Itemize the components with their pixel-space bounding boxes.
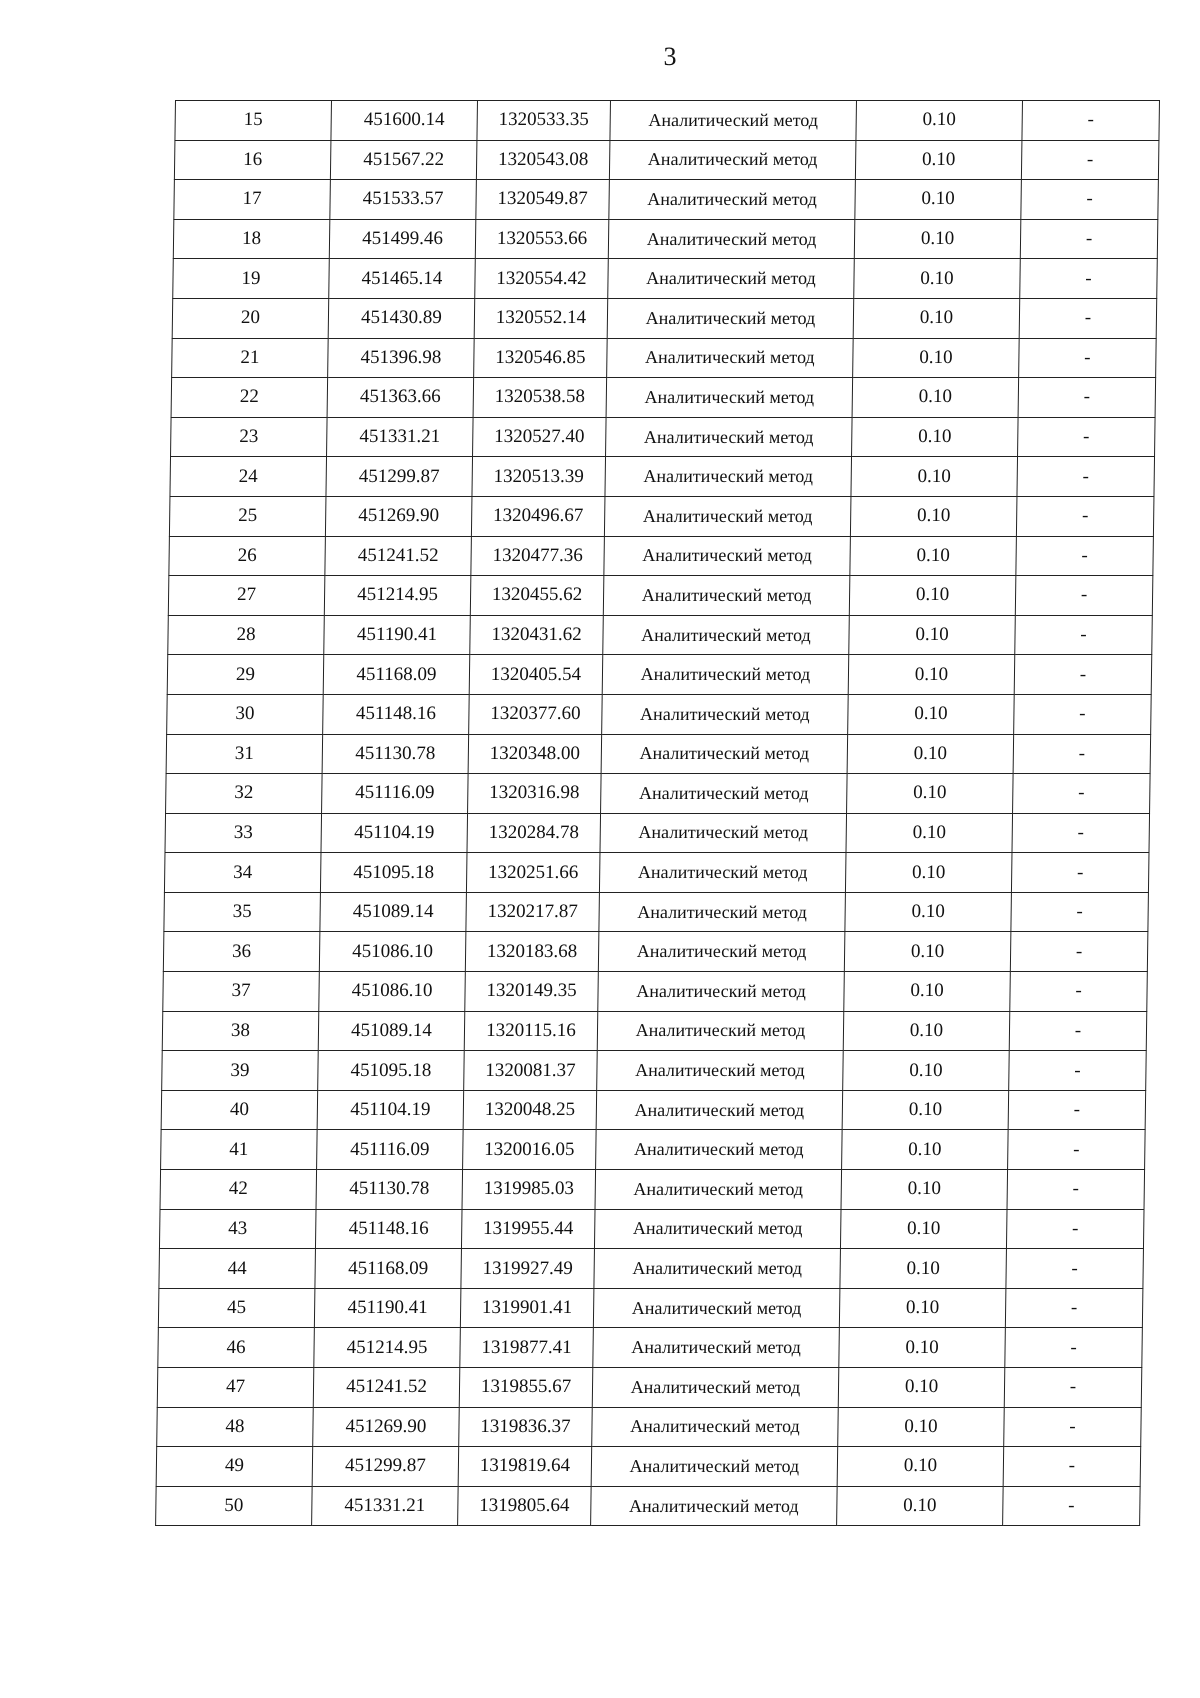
point-number-cell: 44 (159, 1249, 316, 1289)
note-cell: - (1020, 259, 1158, 299)
point-number-cell: 31 (166, 734, 323, 774)
note-cell: - (1018, 417, 1156, 457)
y-coordinate-cell: 1320553.66 (475, 219, 609, 259)
method-cell: Аналитический метод (602, 655, 849, 695)
y-coordinate-cell: 1320496.67 (471, 496, 605, 536)
note-cell: - (1008, 1130, 1146, 1170)
note-cell: - (1009, 1051, 1147, 1091)
x-coordinate-cell: 451116.09 (317, 1130, 464, 1170)
method-cell: Аналитический метод (604, 536, 851, 576)
accuracy-cell: 0.10 (852, 417, 1019, 457)
point-number-cell: 37 (163, 972, 320, 1012)
point-number-cell: 34 (164, 853, 321, 893)
method-cell: Аналитический метод (601, 734, 848, 774)
method-cell: Аналитический метод (599, 853, 846, 893)
y-coordinate-cell: 1319819.64 (458, 1447, 592, 1487)
accuracy-cell: 0.10 (837, 1486, 1004, 1526)
point-number-cell: 27 (168, 576, 325, 616)
point-number-cell: 47 (157, 1368, 314, 1408)
method-cell: Аналитический метод (607, 298, 854, 338)
table-row (175, 101, 1160, 141)
method-cell: Аналитический метод (597, 1011, 844, 1051)
table-row (161, 1130, 1146, 1170)
method-cell: Аналитический метод (594, 1209, 841, 1249)
method-cell: Аналитический метод (603, 576, 850, 616)
y-coordinate-cell: 1319985.03 (462, 1170, 596, 1210)
point-number-cell: 45 (158, 1288, 315, 1328)
note-cell: - (1005, 1328, 1143, 1368)
x-coordinate-cell: 451095.18 (320, 853, 467, 893)
method-cell: Аналитический метод (598, 972, 845, 1012)
x-coordinate-cell: 451086.10 (319, 932, 466, 972)
table-row (174, 140, 1159, 180)
note-cell: - (1011, 853, 1149, 893)
x-coordinate-cell: 451396.98 (328, 338, 475, 378)
method-cell: Аналитический метод (594, 1249, 841, 1289)
x-coordinate-cell: 451430.89 (328, 298, 475, 338)
point-number-cell: 46 (158, 1328, 315, 1368)
x-coordinate-cell: 451269.90 (313, 1407, 460, 1447)
table-row (162, 1051, 1147, 1091)
table-row (166, 734, 1151, 774)
point-number-cell: 21 (172, 338, 329, 378)
point-number-cell: 36 (163, 932, 320, 972)
accuracy-cell: 0.10 (844, 932, 1011, 972)
y-coordinate-cell: 1320455.62 (470, 576, 604, 616)
note-cell: - (1004, 1407, 1142, 1447)
x-coordinate-cell: 451533.57 (330, 180, 477, 220)
accuracy-cell: 0.10 (851, 457, 1018, 497)
table-row (173, 219, 1158, 259)
accuracy-cell: 0.10 (854, 259, 1021, 299)
table-row (170, 457, 1155, 497)
x-coordinate-cell: 451241.52 (325, 536, 472, 576)
y-coordinate-cell: 1320284.78 (467, 813, 601, 853)
point-number-cell: 43 (159, 1209, 316, 1249)
point-number-cell: 29 (167, 655, 324, 695)
x-coordinate-cell: 451299.87 (326, 457, 473, 497)
note-cell: - (1007, 1170, 1145, 1210)
accuracy-cell: 0.10 (845, 853, 1012, 893)
accuracy-cell: 0.10 (850, 496, 1017, 536)
accuracy-cell: 0.10 (844, 972, 1011, 1012)
method-cell: Аналитический метод (593, 1328, 840, 1368)
method-cell: Аналитический метод (597, 1051, 844, 1091)
accuracy-cell: 0.10 (853, 338, 1020, 378)
method-cell: Аналитический метод (609, 140, 856, 180)
note-cell: - (1021, 140, 1159, 180)
method-cell: Аналитический метод (603, 615, 850, 655)
note-cell: - (1021, 180, 1159, 220)
note-cell: - (1019, 298, 1157, 338)
table-row (157, 1407, 1142, 1447)
x-coordinate-cell: 451190.41 (324, 615, 471, 655)
note-cell: - (1022, 101, 1160, 141)
method-cell: Аналитический метод (598, 932, 845, 972)
x-coordinate-cell: 451130.78 (316, 1170, 463, 1210)
coordinates-table (155, 100, 1160, 1526)
note-cell: - (1016, 496, 1154, 536)
table-row (168, 615, 1153, 655)
note-cell: - (1015, 576, 1153, 616)
y-coordinate-cell: 1320217.87 (466, 892, 600, 932)
accuracy-cell: 0.10 (839, 1288, 1006, 1328)
y-coordinate-cell: 1320552.14 (474, 298, 608, 338)
x-coordinate-cell: 451241.52 (313, 1368, 460, 1408)
y-coordinate-cell: 1320251.66 (466, 853, 600, 893)
point-number-cell: 16 (174, 140, 331, 180)
accuracy-cell: 0.10 (841, 1170, 1008, 1210)
accuracy-cell: 0.10 (843, 1011, 1010, 1051)
method-cell: Аналитический метод (596, 1090, 843, 1130)
method-cell: Аналитический метод (604, 496, 851, 536)
method-cell: Аналитический метод (606, 378, 853, 418)
accuracy-cell: 0.10 (848, 655, 1015, 695)
point-number-cell: 49 (156, 1447, 313, 1487)
method-cell: Аналитический метод (592, 1407, 839, 1447)
note-cell: - (1016, 536, 1154, 576)
note-cell: - (1009, 1011, 1147, 1051)
y-coordinate-cell: 1319955.44 (461, 1209, 595, 1249)
x-coordinate-cell: 451086.10 (319, 972, 466, 1012)
table-row (156, 1486, 1141, 1526)
x-coordinate-cell: 451089.14 (318, 1011, 465, 1051)
accuracy-cell: 0.10 (850, 536, 1017, 576)
y-coordinate-cell: 1320546.85 (474, 338, 608, 378)
x-coordinate-cell: 451130.78 (322, 734, 469, 774)
point-number-cell: 39 (162, 1051, 319, 1091)
coordinates-table-body (156, 101, 1160, 1526)
y-coordinate-cell: 1320048.25 (463, 1090, 597, 1130)
accuracy-cell: 0.10 (855, 180, 1022, 220)
y-coordinate-cell: 1320538.58 (473, 378, 607, 418)
page-number: 3 (663, 42, 677, 71)
table-row (156, 1447, 1141, 1487)
x-coordinate-cell: 451116.09 (322, 774, 469, 814)
accuracy-cell: 0.10 (847, 774, 1014, 814)
note-cell: - (1015, 615, 1153, 655)
x-coordinate-cell: 451214.95 (314, 1328, 461, 1368)
accuracy-cell: 0.10 (840, 1249, 1007, 1289)
point-number-cell: 26 (169, 536, 326, 576)
accuracy-cell: 0.10 (848, 694, 1015, 734)
x-coordinate-cell: 451095.18 (318, 1051, 465, 1091)
note-cell: - (1014, 655, 1152, 695)
y-coordinate-cell: 1319855.67 (459, 1368, 593, 1408)
note-cell: - (1017, 457, 1155, 497)
accuracy-cell: 0.10 (842, 1090, 1009, 1130)
method-cell: Аналитический метод (599, 892, 846, 932)
point-number-cell: 17 (174, 180, 331, 220)
table-row (158, 1328, 1143, 1368)
point-number-cell: 48 (157, 1407, 314, 1447)
method-cell: Аналитический метод (593, 1288, 840, 1328)
point-number-cell: 22 (171, 378, 328, 418)
accuracy-cell: 0.10 (845, 892, 1012, 932)
x-coordinate-cell: 451190.41 (314, 1288, 461, 1328)
point-number-cell: 33 (165, 813, 322, 853)
accuracy-cell: 0.10 (855, 140, 1022, 180)
accuracy-cell: 0.10 (846, 813, 1013, 853)
table-row (167, 694, 1152, 734)
y-coordinate-cell: 1320513.39 (472, 457, 606, 497)
table-row (171, 378, 1156, 418)
method-cell: Аналитический метод (608, 259, 855, 299)
note-cell: - (1010, 972, 1148, 1012)
note-cell: - (1019, 338, 1157, 378)
y-coordinate-cell: 1320543.08 (476, 140, 610, 180)
table-row (171, 417, 1156, 457)
method-cell: Аналитический метод (609, 180, 856, 220)
x-coordinate-cell: 451148.16 (323, 694, 470, 734)
point-number-cell: 50 (156, 1486, 313, 1526)
y-coordinate-cell: 1319927.49 (461, 1249, 595, 1289)
accuracy-cell: 0.10 (854, 219, 1021, 259)
y-coordinate-cell: 1320554.42 (475, 259, 609, 299)
note-cell: - (1013, 734, 1151, 774)
y-coordinate-cell: 1320081.37 (464, 1051, 598, 1091)
accuracy-cell: 0.10 (837, 1447, 1004, 1487)
y-coordinate-cell: 1320377.60 (469, 694, 603, 734)
note-cell: - (1010, 932, 1148, 972)
table-row (169, 536, 1154, 576)
note-cell: - (1013, 774, 1151, 814)
point-number-cell: 40 (161, 1090, 318, 1130)
x-coordinate-cell: 451567.22 (330, 140, 477, 180)
table-row (167, 655, 1152, 695)
method-cell: Аналитический метод (600, 813, 847, 853)
table-row (172, 338, 1157, 378)
table-row (168, 576, 1153, 616)
y-coordinate-cell: 1320149.35 (465, 972, 599, 1012)
table-row (158, 1288, 1143, 1328)
x-coordinate-cell: 451299.87 (312, 1447, 459, 1487)
accuracy-cell: 0.10 (840, 1209, 1007, 1249)
x-coordinate-cell: 451148.16 (315, 1209, 462, 1249)
table-row (169, 496, 1154, 536)
accuracy-cell: 0.10 (849, 576, 1016, 616)
accuracy-cell: 0.10 (838, 1407, 1005, 1447)
table-row (164, 892, 1149, 932)
x-coordinate-cell: 451104.19 (317, 1090, 464, 1130)
note-cell: - (1014, 694, 1152, 734)
method-cell: Аналитический метод (602, 694, 849, 734)
y-coordinate-cell: 1320533.35 (477, 101, 611, 141)
accuracy-cell: 0.10 (843, 1051, 1010, 1091)
accuracy-cell: 0.10 (847, 734, 1014, 774)
method-cell: Аналитический метод (605, 457, 852, 497)
table-row (159, 1209, 1144, 1249)
method-cell: Аналитический метод (606, 417, 853, 457)
y-coordinate-cell: 1319877.41 (460, 1328, 594, 1368)
x-coordinate-cell: 451104.19 (321, 813, 468, 853)
point-number-cell: 15 (175, 101, 332, 141)
table-row (161, 1090, 1146, 1130)
y-coordinate-cell: 1319901.41 (460, 1288, 594, 1328)
note-cell: - (1008, 1090, 1146, 1130)
y-coordinate-cell: 1320115.16 (464, 1011, 598, 1051)
point-number-cell: 19 (173, 259, 330, 299)
x-coordinate-cell: 451363.66 (327, 378, 474, 418)
y-coordinate-cell: 1320316.98 (468, 774, 602, 814)
point-number-cell: 30 (167, 694, 324, 734)
table-row (174, 180, 1159, 220)
method-cell: Аналитический метод (596, 1130, 843, 1170)
table-row (173, 259, 1158, 299)
coordinates-table-wrapper (155, 100, 1153, 1526)
method-cell: Аналитический метод (610, 101, 857, 141)
table-row (160, 1170, 1145, 1210)
x-coordinate-cell: 451089.14 (320, 892, 467, 932)
note-cell: - (1004, 1368, 1142, 1408)
x-coordinate-cell: 451331.21 (327, 417, 474, 457)
point-number-cell: 41 (161, 1130, 318, 1170)
y-coordinate-cell: 1320527.40 (473, 417, 607, 457)
table-row (157, 1368, 1142, 1408)
note-cell: - (1006, 1249, 1144, 1289)
accuracy-cell: 0.10 (856, 101, 1023, 141)
x-coordinate-cell: 451499.46 (329, 219, 476, 259)
y-coordinate-cell: 1320477.36 (471, 536, 605, 576)
x-coordinate-cell: 451214.95 (324, 576, 471, 616)
table-row (172, 298, 1157, 338)
note-cell: - (1012, 813, 1150, 853)
point-number-cell: 38 (162, 1011, 319, 1051)
y-coordinate-cell: 1319805.64 (458, 1486, 592, 1526)
note-cell: - (1005, 1288, 1143, 1328)
method-cell: Аналитический метод (607, 338, 854, 378)
method-cell: Аналитический метод (601, 774, 848, 814)
method-cell: Аналитический метод (591, 1486, 838, 1526)
accuracy-cell: 0.10 (849, 615, 1016, 655)
table-row (162, 1011, 1147, 1051)
x-coordinate-cell: 451269.90 (325, 496, 472, 536)
method-cell: Аналитический метод (608, 219, 855, 259)
note-cell: - (1020, 219, 1158, 259)
table-row (163, 932, 1148, 972)
x-coordinate-cell: 451168.09 (323, 655, 470, 695)
y-coordinate-cell: 1319836.37 (459, 1407, 593, 1447)
table-row (164, 853, 1149, 893)
y-coordinate-cell: 1320183.68 (465, 932, 599, 972)
method-cell: Аналитический метод (595, 1170, 842, 1210)
y-coordinate-cell: 1320348.00 (468, 734, 602, 774)
table-row (159, 1249, 1144, 1289)
table-row (166, 774, 1151, 814)
point-number-cell: 42 (160, 1170, 317, 1210)
point-number-cell: 23 (171, 417, 328, 457)
note-cell: - (1003, 1447, 1141, 1487)
y-coordinate-cell: 1320549.87 (476, 180, 610, 220)
method-cell: Аналитический метод (592, 1368, 839, 1408)
method-cell: Аналитический метод (591, 1447, 838, 1487)
point-number-cell: 20 (172, 298, 329, 338)
accuracy-cell: 0.10 (852, 378, 1019, 418)
note-cell: - (1011, 892, 1149, 932)
point-number-cell: 35 (164, 892, 321, 932)
table-row (163, 972, 1148, 1012)
note-cell: - (1018, 378, 1156, 418)
note-cell: - (1003, 1486, 1141, 1526)
accuracy-cell: 0.10 (853, 298, 1020, 338)
point-number-cell: 32 (166, 774, 323, 814)
note-cell: - (1006, 1209, 1144, 1249)
point-number-cell: 18 (173, 219, 330, 259)
y-coordinate-cell: 1320431.62 (470, 615, 604, 655)
y-coordinate-cell: 1320016.05 (463, 1130, 597, 1170)
accuracy-cell: 0.10 (838, 1368, 1005, 1408)
point-number-cell: 25 (169, 496, 326, 536)
accuracy-cell: 0.10 (839, 1328, 1006, 1368)
x-coordinate-cell: 451600.14 (331, 101, 478, 141)
x-coordinate-cell: 451331.21 (312, 1486, 459, 1526)
x-coordinate-cell: 451168.09 (315, 1249, 462, 1289)
point-number-cell: 28 (168, 615, 325, 655)
table-row (165, 813, 1150, 853)
x-coordinate-cell: 451465.14 (329, 259, 476, 299)
accuracy-cell: 0.10 (842, 1130, 1009, 1170)
point-number-cell: 24 (170, 457, 327, 497)
y-coordinate-cell: 1320405.54 (469, 655, 603, 695)
